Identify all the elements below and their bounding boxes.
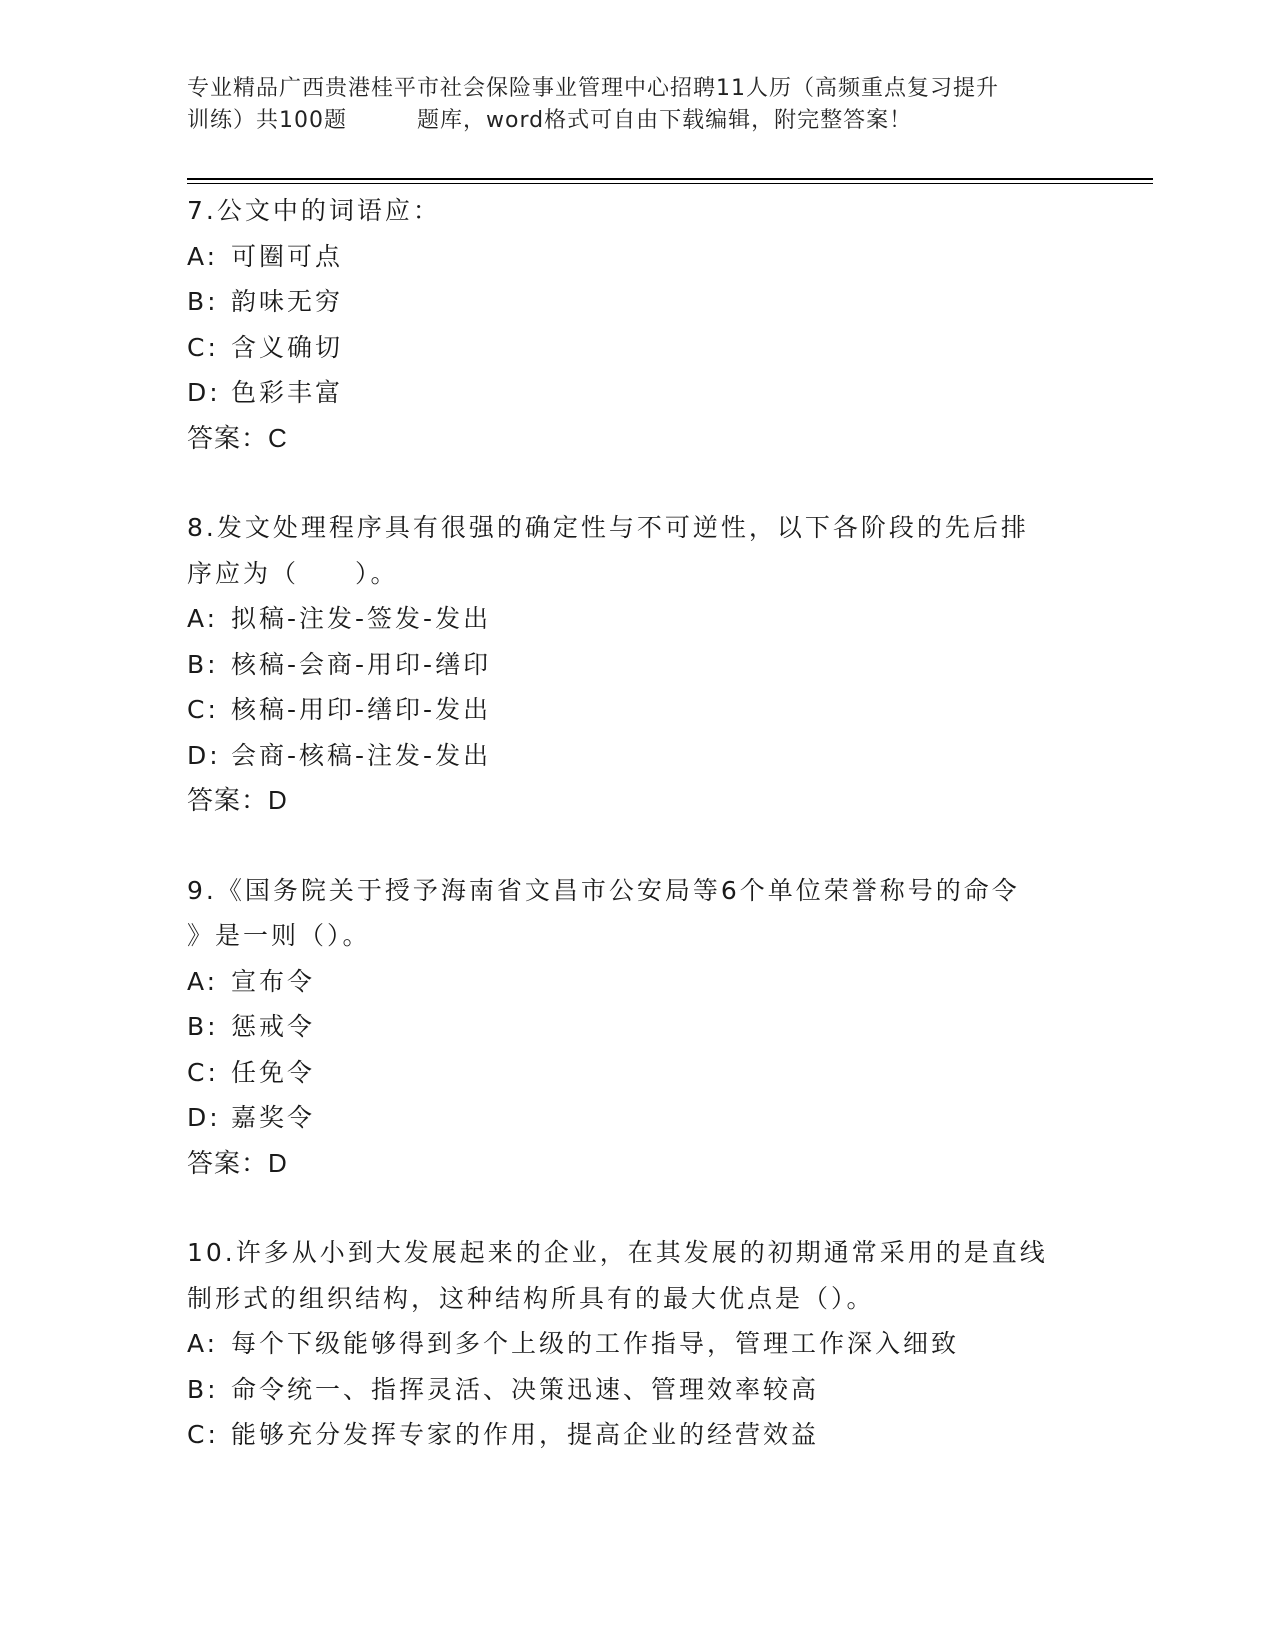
question-list xyxy=(187,188,1087,1502)
option-c xyxy=(187,1412,1087,1458)
option-key: D: xyxy=(187,1103,221,1132)
option-c xyxy=(187,687,1087,733)
option-key: B: xyxy=(187,287,219,316)
option-text: 宣布令 xyxy=(231,966,316,996)
option-a xyxy=(187,1321,1087,1367)
question-7 xyxy=(187,188,1087,461)
question-8 xyxy=(187,505,1087,824)
option-key: C: xyxy=(187,1057,219,1087)
option-key: B: xyxy=(187,1374,219,1404)
question-9 xyxy=(187,868,1087,1187)
question-text: 制形式的组织结构，这种结构所具有的最大优点是（）。 xyxy=(187,1283,875,1313)
question-text: 序应为（ ）。 xyxy=(187,558,399,588)
option-key: C: xyxy=(187,332,219,362)
option-text: 可圈可点 xyxy=(231,241,344,271)
header-divider-thick xyxy=(187,178,1153,180)
option-text: 命令统一、指挥灵活、决策迅速、管理效率较高 xyxy=(231,1374,820,1404)
option-a xyxy=(187,234,1087,280)
option-text: 能够充分发挥专家的作用，提高企业的经营效益 xyxy=(231,1420,820,1449)
option-b xyxy=(187,1367,1087,1413)
option-text: 色彩丰富 xyxy=(231,378,344,407)
option-b xyxy=(187,642,1087,688)
option-key: B: xyxy=(187,649,219,679)
option-text: 韵味无穷 xyxy=(231,287,344,316)
option-b xyxy=(187,279,1087,325)
option-text: 拟稿-注发-签发-发出 xyxy=(231,604,492,633)
option-text: 每个下级能够得到多个上级的工作指导，管理工作深入细致 xyxy=(231,1329,960,1358)
option-key: B: xyxy=(187,1012,219,1041)
option-d xyxy=(187,1095,1087,1141)
option-a xyxy=(187,959,1087,1005)
answer: 答案：C xyxy=(187,422,288,453)
option-c xyxy=(187,325,1087,371)
option-d xyxy=(187,370,1087,416)
document-header xyxy=(187,73,1087,137)
question-text: 7.公文中的词语应： xyxy=(187,196,441,225)
question-text: 》是一则（）。 xyxy=(187,921,371,950)
option-key: A: xyxy=(187,604,219,633)
option-key: D: xyxy=(187,740,221,770)
header-line-2 xyxy=(187,105,1087,137)
header-line-2-left: 训练）共100题 xyxy=(187,108,347,133)
header-line-2-right: 题库，word格式可自由下载编辑，附完整答案！ xyxy=(417,108,913,133)
option-text: 核稿-用印-缮印-发出 xyxy=(231,695,492,724)
option-text: 惩戒令 xyxy=(231,1012,316,1041)
question-text: 9.《国务院关于授予海南省文昌市公安局等6个单位荣誉称号的命令 xyxy=(187,875,1020,905)
header-divider-thin xyxy=(187,183,1153,184)
option-text: 会商-核稿-注发-发出 xyxy=(231,740,492,770)
option-text: 核稿-会商-用印-缮印 xyxy=(231,649,492,679)
option-c xyxy=(187,1050,1087,1096)
option-b xyxy=(187,1004,1087,1050)
question-text: 10.许多从小到大发展起来的企业，在其发展的初期通常采用的是直线 xyxy=(187,1238,1048,1267)
question-text: 8.发文处理程序具有很强的确定性与不可逆性，以下各阶段的先后排 xyxy=(187,513,1029,542)
header-line-1: 专业精品广西贵港桂平市社会保险事业管理中心招聘11人历（高频重点复习提升 xyxy=(187,76,999,101)
option-key: A: xyxy=(187,241,219,271)
option-text: 嘉奖令 xyxy=(231,1103,316,1132)
question-10 xyxy=(187,1230,1087,1458)
answer: 答案：D xyxy=(187,785,288,815)
option-key: C: xyxy=(187,1420,219,1449)
option-d xyxy=(187,733,1087,779)
option-key: C: xyxy=(187,695,219,724)
option-key: D: xyxy=(187,378,221,407)
option-a xyxy=(187,596,1087,642)
option-key: A: xyxy=(187,1329,219,1358)
option-key: A: xyxy=(187,966,219,996)
option-text: 任免令 xyxy=(231,1057,316,1087)
answer: 答案：D xyxy=(187,1147,288,1178)
option-text: 含义确切 xyxy=(231,332,344,362)
